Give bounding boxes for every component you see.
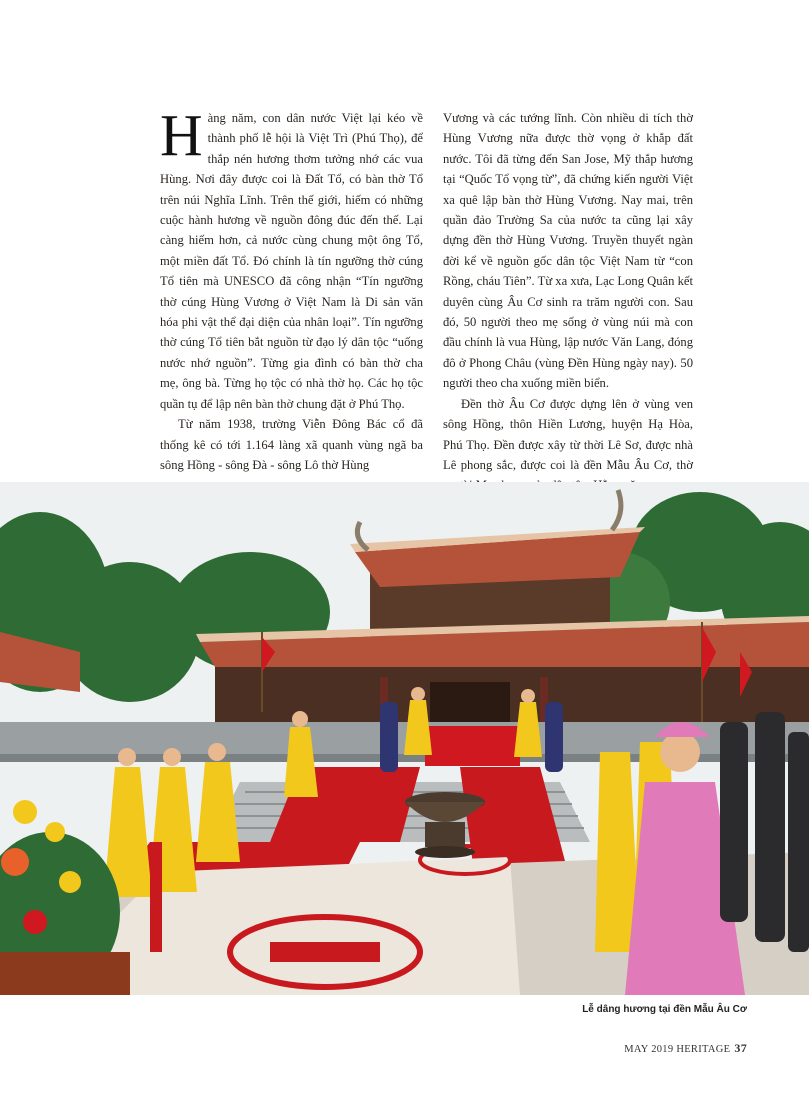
- page-footer: [624, 1041, 747, 1056]
- paragraph-2: Từ năm 1938, trường Viễn Đông Bác cổ đã thống kê có tới 1.164 làng xã quanh vùng ngã ba sông Hồng - sông Đà - sông Lô thờ Hùng: [160, 417, 423, 472]
- paragraph-1-text: àng năm, con dân nước Việt lại kéo về thành phố lễ hội là Việt Trì (Phú Thọ), để thắp nén hương thơm tưởng nhớ các vua Hùng. Nơi đây được coi là Đất Tổ, có bàn thờ Tổ trên núi Nghĩa Lĩnh. Trên thế giới, hiếm có những cuộc hành hương về nguồn đông đúc đến thế. Lại càng hiếm hơn, cả nước cùng chung một ông Tổ, một miền đất Tổ. Đó chính là tín ngưỡng thờ cúng Tổ tiên mà UNESCO đã công nhận “Tín ngưỡng thờ cúng Hùng Vương ở Việt Nam là Di sản văn hóa phi vật thể đại diện của nhân loại”. Tín ngưỡng thờ cúng Tổ tiên bắt nguồn từ đạo lý dân tộc “uống nước nhớ nguồn”. Từng gia đình có bàn thờ cha mẹ, ông bà. Từng họ tộc có nhà thờ họ. Các họ tộc quần tụ để lập nên bàn thờ chung đặt ở Phú Thọ.: [160, 111, 423, 411]
- drop-cap: H: [160, 102, 203, 168]
- paragraph-3: Vương và các tướng lĩnh. Còn nhiều di tích thờ Hùng Vương nữa được thờ vọng ở khắp đất nước. Tôi đã từng đến San Jose, Mỹ thắp hương tại “Quốc Tổ vọng từ”, đã chứng kiến người Việt xa quê lập bàn thờ Hùng Vương. Nay mai, trên quần đảo Trường Sa của nước ta cũng lại xây dựng đền thờ Hùng Vương. Truyền thuyết ngàn đời kể về nguồn gốc dân tộc Việt Nam từ “con Rồng, cháu Tiên”. Từ xa xưa, Lạc Long Quân kết duyên cùng Âu Cơ sinh ra trăm người con. Sau đó, 50 người theo mẹ sống ở vùng núi mà con đầu chính là vua Hùng, lập nước Văn Lang, đóng đô ở Phong Châu (vùng Đền Hùng ngày nay). 50 người theo cha xuống miền biển.: [443, 111, 693, 391]
- paragraph-1: [160, 102, 423, 414]
- altar: [425, 726, 520, 766]
- page-number: 37: [734, 1041, 747, 1055]
- temple-ceremony-photo: [0, 482, 809, 995]
- suited-guests: [720, 712, 809, 952]
- paragraph-4: Đền thờ Âu Cơ được dựng lên ở vùng ven sông Hồng, thôn Hiền Lương, huyện Hạ Hòa, Phú Thọ. Đền được xây từ thời Lê Sơ, được nhà Lê phong sắc, được coi là đền Mẫu Âu Cơ, thờ: [443, 396, 693, 472]
- article-right-column: [443, 108, 693, 496]
- photo-caption: Lễ dâng hương tại đền Mẫu Âu Cơ: [582, 1004, 747, 1015]
- issue-label: MAY 2019 HERITAGE: [624, 1044, 731, 1055]
- article-left-column: [160, 102, 423, 475]
